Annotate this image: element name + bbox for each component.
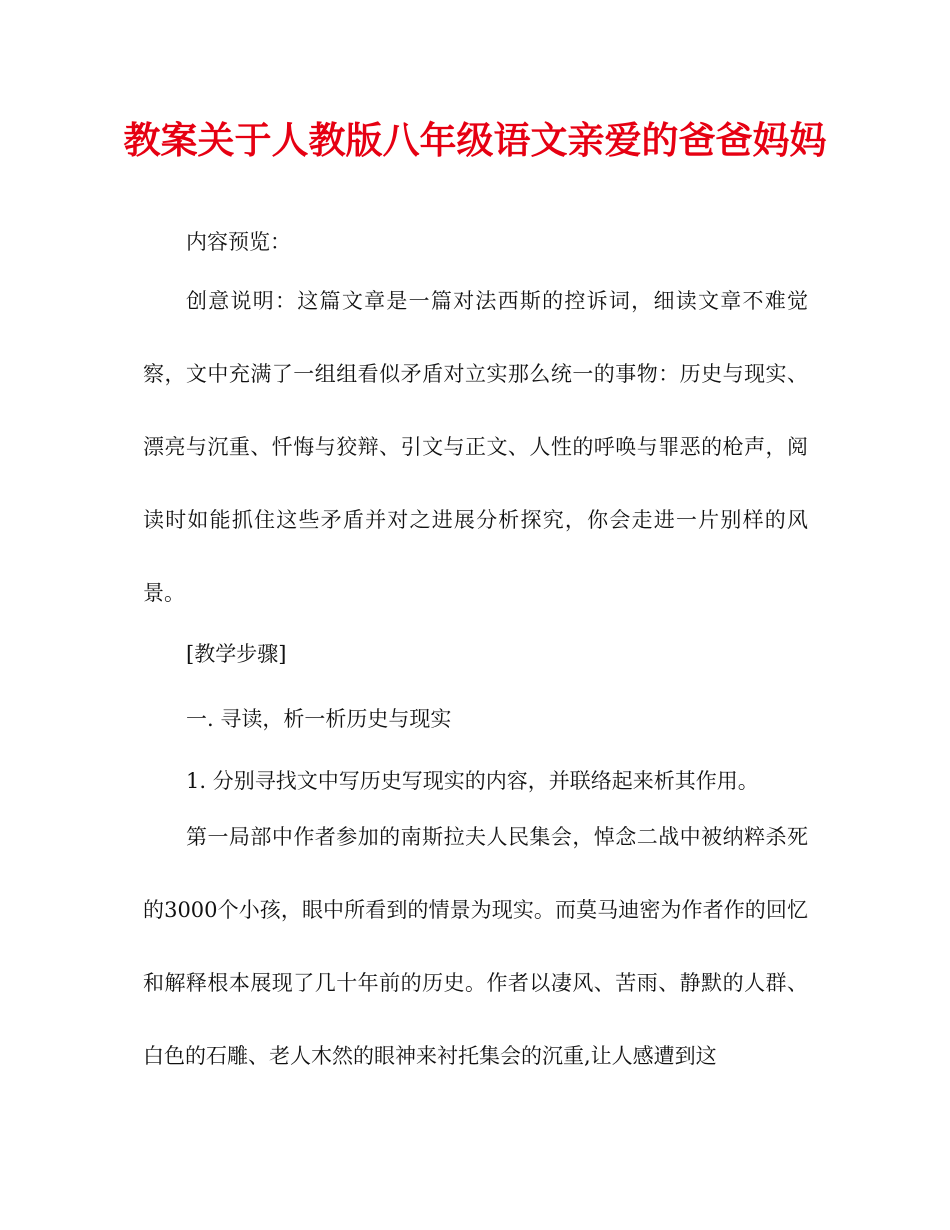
- paragraph-preview-label: 内容预览：: [186, 230, 291, 254]
- paragraph-task-1: 1. 分别寻找文中写历史写现实的内容，并联络起来析其作用。: [186, 769, 759, 793]
- paragraph-creative-note: 创意说明：这篇文章是一篇对法西斯的控诉词，细读文章不难觉察，文中充满了一组组看似矛盾对立实那么统一的事物：历史与现实、漂亮与沉重、忏悔与狡辩、引文与正文、人性的呼唤与罪恶的枪声，阅读时如能抓住这些矛盾并对之进展分析探究，你会走进一片别样的风景。: [143, 289, 808, 605]
- paragraph-section-heading: 一. 寻读，析一析历史与现实: [186, 707, 452, 731]
- paragraph-teaching-steps: [教学步骤]: [186, 642, 287, 666]
- document-title: 教案关于人教版八年级语文亲爱的爸爸妈妈: [123, 119, 827, 162]
- paragraph-analysis: 第一局部中作者参加的南斯拉夫人民集会，悼念二战中被纳粹杀死的3000个小孩，眼中所看到的情景为现实。而莫马迪密为作者作的回忆和解释根本展现了几十年前的历史。作者以凄风、苦雨、静默的人群、白色的石雕、老人木然的眼神来衬托集会的沉重,让人感遭到这: [143, 825, 808, 1068]
